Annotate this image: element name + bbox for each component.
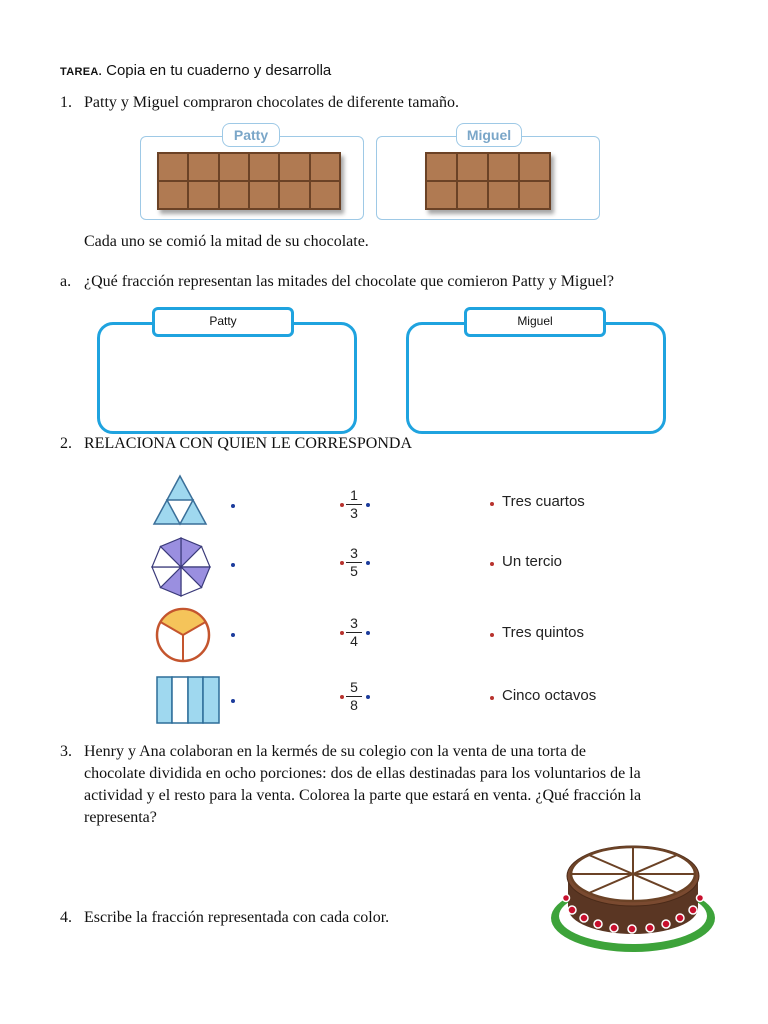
fraction-3-denominator: 4 [350,633,358,649]
question-1-number: 1. [60,94,72,111]
question-a-text: ¿Qué fracción representan las mitades del chocolate que comieron Patty y Miguel? [84,273,615,290]
question-4-text: Escribe la fracción representada con cada color. [84,909,390,926]
question-3-line-3: actividad y el resto para la venta. Colorea la parte que estará en venta. ¿Qué fracción la [84,787,642,804]
homework-header [60,62,331,79]
shape-3-dot[interactable] [231,633,235,637]
word-1: Tres cuartos [502,493,585,510]
fraction-4 [346,680,362,713]
fraction-2-denominator: 5 [350,563,358,579]
patty-chocolate-panel [140,136,364,220]
question-2-number: 2. [60,435,72,452]
patty-answer-label: Patty [152,307,294,337]
fraction-4-numerator: 5 [350,679,358,695]
circle-fraction-shape [154,606,212,664]
patty-answer-box[interactable] [97,322,357,434]
miguel-answer-label: Miguel [464,307,606,337]
word-1-dot[interactable] [490,502,494,506]
patty-chocolate-bar [157,152,341,210]
question-1-followup: Cada uno se comió la mitad de su chocolate. [84,233,369,250]
shape-4-dot[interactable] [231,699,235,703]
fraction-1 [346,488,362,521]
shape-2-dot[interactable] [231,563,235,567]
question-2 [0,433,768,455]
question-a-number: a. [60,273,72,290]
fraction-3-right-dot[interactable] [366,631,370,635]
question-a [0,271,768,293]
question-3-text [84,741,641,829]
fraction-3 [346,616,362,649]
fraction-3-numerator: 3 [350,615,358,631]
question-3-line-1: Henry y Ana colaboran en la kermés de su colegio con la venta de una torta de [84,743,587,760]
miguel-chocolate-bar [425,152,551,210]
miguel-label: Miguel [456,123,522,147]
fraction-row-3 [338,616,388,650]
homework-instruction: Copia en tu cuaderno y desarrolla [106,62,332,79]
fraction-1-left-dot[interactable] [340,503,344,507]
fraction-3-left-dot[interactable] [340,631,344,635]
fraction-4-denominator: 8 [350,697,358,713]
fraction-4-left-dot[interactable] [340,695,344,699]
cake-illustration [548,838,718,956]
word-2-dot[interactable] [490,562,494,566]
question-3 [0,741,768,829]
fraction-row-1 [338,488,388,522]
triangle-fraction-shape [152,474,208,526]
miguel-answer-box[interactable] [406,322,666,434]
miguel-chocolate-panel [376,136,600,220]
question-1 [0,92,768,114]
question-4 [0,907,540,929]
fraction-2-right-dot[interactable] [366,561,370,565]
fraction-1-numerator: 1 [350,487,358,503]
fraction-1-right-dot[interactable] [366,503,370,507]
fraction-2 [346,546,362,579]
fraction-2-left-dot[interactable] [340,561,344,565]
octagon-fraction-shape [150,536,212,598]
question-3-line-4: representa? [84,809,157,826]
fraction-2-numerator: 3 [350,545,358,561]
question-2-text: RELACIONA CON QUIEN LE CORRESPONDA [84,435,413,452]
word-3-dot[interactable] [490,633,494,637]
homework-tag: TAREA. [60,66,102,78]
word-4-dot[interactable] [490,696,494,700]
word-3: Tres quintos [502,624,584,641]
question-4-number: 4. [60,909,72,926]
fraction-row-2 [338,546,388,580]
question-1-text: Patty y Miguel compraron chocolates de diferente tamaño. [84,94,459,111]
fraction-row-4 [338,680,388,714]
word-4: Cinco octavos [502,687,597,704]
fraction-1-denominator: 3 [350,505,358,521]
fraction-4-right-dot[interactable] [366,695,370,699]
word-2: Un tercio [502,553,563,570]
question-3-line-2: chocolate dividida en ocho porciones: dos de ellas destinadas para los voluntarios de la [84,765,641,782]
question-3-number: 3. [60,743,72,760]
patty-label: Patty [222,123,280,147]
shape-1-dot[interactable] [231,504,235,508]
rectangle-fraction-shape [156,676,220,724]
